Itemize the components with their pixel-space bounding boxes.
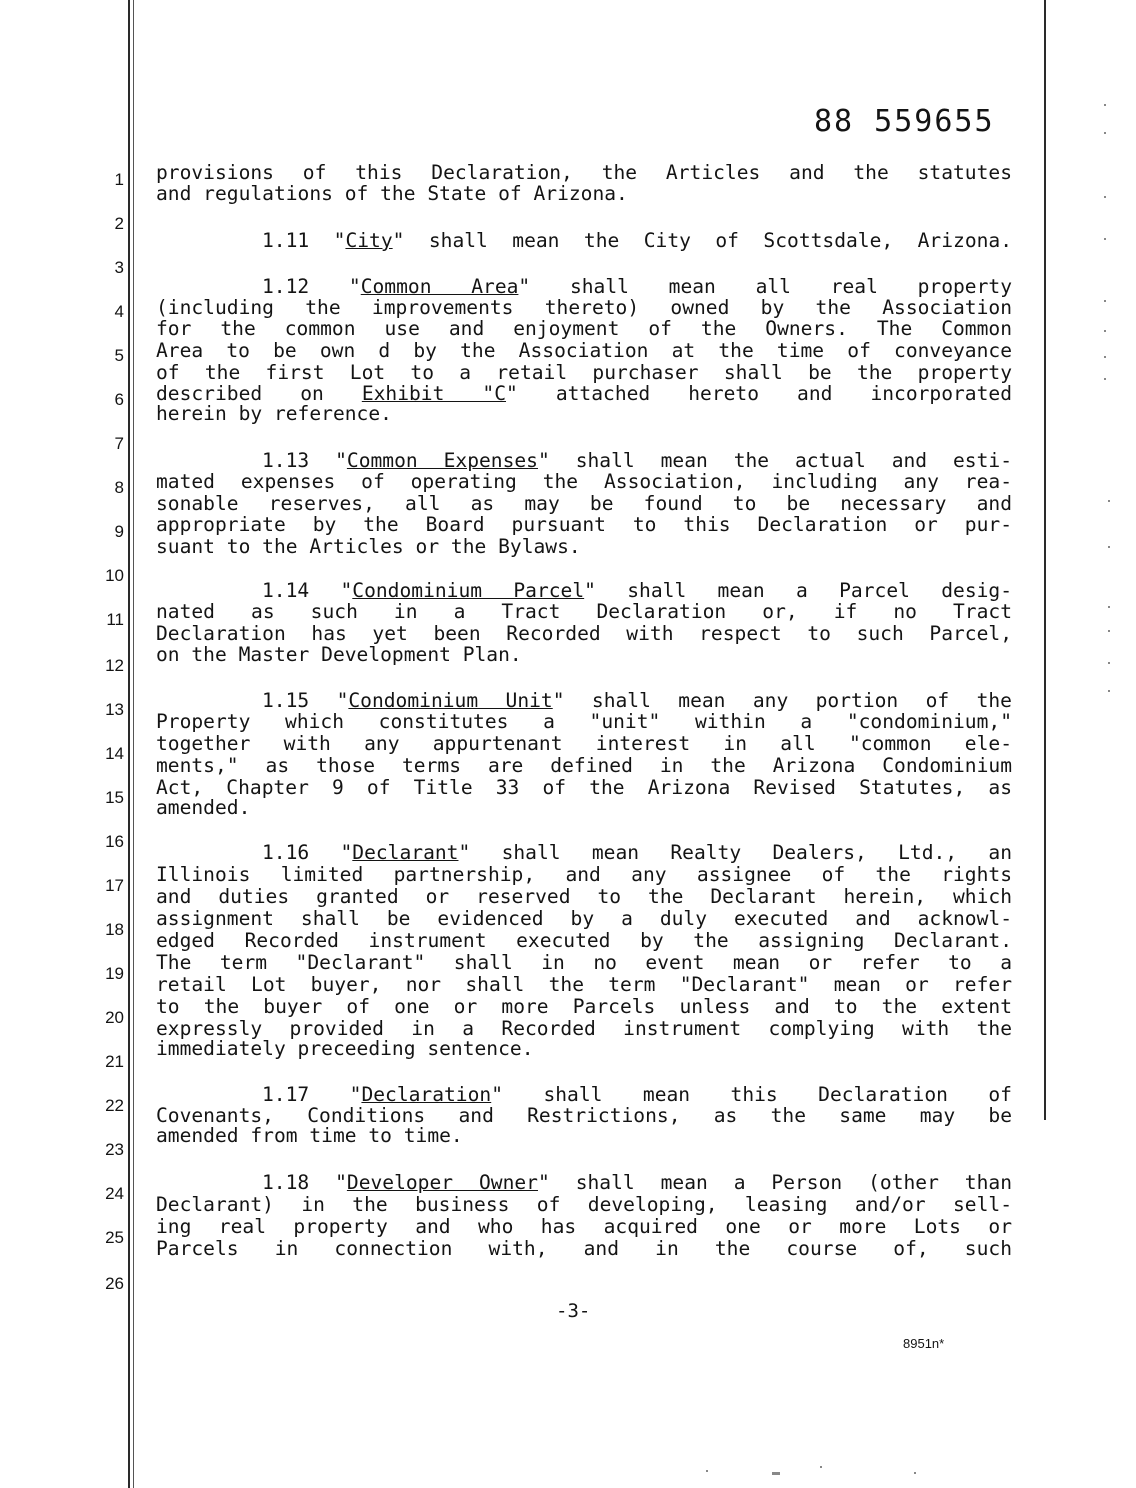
defined-term: Common Expenses (346, 449, 538, 472)
line-number: 7 (114, 434, 124, 453)
line-number: 21 (105, 1052, 124, 1071)
scan-speck (1104, 104, 1106, 106)
scan-speck (1104, 356, 1106, 358)
defined-term: Developer Owner (346, 1171, 538, 1194)
line-number: 14 (105, 744, 124, 763)
text-line: Area to be own d by the Association at the time of conveyance (156, 339, 1012, 362)
text-line: of the first Lot to a retail purchaser shall be the property (156, 361, 1012, 384)
defined-term: Common Area (360, 275, 519, 298)
line-number: 2 (114, 214, 124, 233)
text-line: Declaration has yet been Recorded with respect to such Parcel, (156, 622, 1012, 645)
text-line: assignment shall be evidenced by a duly executed and acknowl- (156, 907, 1012, 930)
scan-speck (914, 1472, 916, 1474)
text-line: Illinois limited partnership, and any assignee of the rights (156, 863, 1012, 886)
line-number: 6 (114, 390, 124, 409)
defined-term: Condominium Unit (348, 689, 553, 712)
definition-text: " shall mean Realty Dealers, Ltd., an (458, 841, 1013, 864)
line-number: 9 (114, 522, 124, 541)
text-line: together with any appurtenant interest in all "common ele- (156, 732, 1012, 755)
definition-text: " shall mean a Person (other than (537, 1171, 1012, 1194)
definition-text: " attached hereto and incorporated (506, 382, 1012, 405)
definition-number: 1.14 " (262, 579, 353, 602)
definition-text: " shall mean the City of Scottsdale, Arizona. (392, 229, 1013, 252)
scan-speck (1108, 500, 1110, 502)
page-number: -3- (556, 1300, 591, 1322)
line-number: 3 (114, 258, 124, 277)
definition-line (262, 580, 1012, 602)
definition-number: 1.15 " (262, 689, 349, 712)
line-number: 12 (105, 656, 124, 675)
definition-line (262, 842, 1012, 864)
text-line: immediately preceeding sentence. (156, 1037, 534, 1060)
text-line: suant to the Articles or the Bylaws. (156, 535, 581, 558)
text-line: to the buyer of one or more Parcels unless and to the extent (156, 995, 1012, 1018)
definition-number: 1.12 " (262, 275, 361, 298)
definition-text: " shall mean a Parcel desig- (584, 579, 1013, 602)
document-number: 88 559655 (814, 104, 995, 139)
scan-speck (772, 1472, 780, 1475)
line-number: 18 (105, 920, 124, 939)
text-line: and regulations of the State of Arizona. (156, 182, 628, 205)
defined-term: City (345, 229, 393, 252)
definition-number: 1.16 " (262, 841, 353, 864)
margin-rule-right (1044, 0, 1046, 1120)
scan-speck (1104, 196, 1106, 198)
text-line: and duties granted or reserved to the Declarant herein, which (156, 885, 1012, 908)
document-code: 8951n* (903, 1336, 945, 1351)
scan-speck (1104, 132, 1106, 134)
text-line: amended from time to time. (156, 1124, 463, 1147)
scan-speck (1108, 546, 1110, 548)
text-line: on the Master Development Plan. (156, 643, 522, 666)
defined-term: Declarant (352, 841, 459, 864)
scan-speck (1104, 300, 1106, 302)
text-line: herein by reference. (156, 402, 392, 425)
margin-rule-left-outer (128, 0, 130, 1488)
scan-speck (820, 1466, 822, 1468)
definition-number: 1.11 " (262, 229, 346, 252)
line-number: 10 (105, 566, 124, 585)
text-line: sonable reserves, all as may be found to be necessary and (156, 492, 1012, 515)
text-line: Parcels in connection with, and in the course of, such (156, 1237, 1012, 1260)
margin-rule-left-inner (133, 0, 134, 1488)
scan-speck (1104, 330, 1106, 332)
scan-speck (1108, 662, 1110, 664)
text-line: retail Lot buyer, nor shall the term "Declarant" mean or refer (156, 973, 1012, 996)
definition-number: 1.17 " (262, 1083, 362, 1106)
text-line: amended. (156, 796, 251, 819)
definition-text: described on (156, 382, 362, 405)
definition-text: " shall mean the actual and esti- (537, 449, 1012, 472)
definition-text: " shall mean all real property (518, 275, 1012, 298)
line-number: 20 (105, 1008, 124, 1027)
text-line: appropriate by the Board pursuant to this Declaration or pur- (156, 513, 1012, 536)
definition-line (262, 450, 1012, 472)
scan-speck (1108, 690, 1110, 692)
text-line: Declarant) in the business of developing, leasing and/or sell- (156, 1193, 1012, 1216)
line-number: 16 (105, 832, 124, 851)
line-number: 22 (105, 1096, 124, 1115)
scan-speck (706, 1470, 708, 1472)
text-line: ments," as those terms are defined in the Arizona Condominium (156, 754, 1012, 777)
text-line: Property which constitutes a "unit" within a "condominium," (156, 710, 1012, 733)
line-number: 4 (114, 302, 124, 321)
definition-line (262, 1084, 1012, 1106)
line-number: 5 (114, 346, 124, 365)
line-number: 25 (105, 1228, 124, 1247)
scan-speck (1108, 630, 1110, 632)
line-number: 23 (105, 1140, 124, 1159)
text-line: provisions of this Declaration, the Articles and the statutes (156, 161, 1012, 184)
line-number: 19 (105, 964, 124, 983)
text-line: mated expenses of operating the Association, including any rea- (156, 470, 1012, 493)
text-line: Covenants, Conditions and Restrictions, as the same may be (156, 1104, 1012, 1127)
line-number: 24 (105, 1184, 124, 1203)
scan-speck (1104, 378, 1106, 380)
definition-number: 1.18 " (262, 1171, 347, 1194)
text-line: expressly provided in a Recorded instrument complying with the (156, 1017, 1012, 1040)
line-number: 8 (114, 478, 124, 497)
line-number: 1 (114, 170, 124, 189)
definition-line (262, 1172, 1012, 1194)
text-line: for the common use and enjoyment of the Owners. The Common (156, 317, 1012, 340)
line-number: 13 (105, 700, 124, 719)
line-number: 15 (105, 788, 124, 807)
scan-speck (1108, 606, 1110, 608)
line-number: 11 (106, 610, 124, 629)
definition-line (262, 276, 1012, 298)
text-line: (including the improvements thereto) owned by the Association (156, 296, 1012, 319)
definition-text: " shall mean any portion of the (552, 689, 1012, 712)
text-line: ing real property and who has acquired one or more Lots or (156, 1215, 1012, 1238)
line-number: 17 (105, 876, 124, 895)
exhibit-reference: Exhibit "C (361, 382, 507, 405)
definition-line (262, 230, 1012, 252)
definition-line (262, 690, 1012, 712)
text-line: edged Recorded instrument executed by the assigning Declarant. (156, 929, 1012, 952)
defined-term: Declaration (361, 1083, 492, 1106)
defined-term: Condominium Parcel (352, 579, 585, 602)
definition-text: " shall mean this Declaration of (491, 1083, 1012, 1106)
definition-number: 1.13 " (262, 449, 347, 472)
line-number: 26 (105, 1274, 124, 1293)
scan-speck (1104, 238, 1106, 240)
text-line: Act, Chapter 9 of Title 33 of the Arizona Revised Statutes, as (156, 776, 1012, 799)
text-line: nated as such in a Tract Declaration or, if no Tract (156, 600, 1012, 623)
text-line: The term "Declarant" shall in no event mean or refer to a (156, 951, 1012, 974)
